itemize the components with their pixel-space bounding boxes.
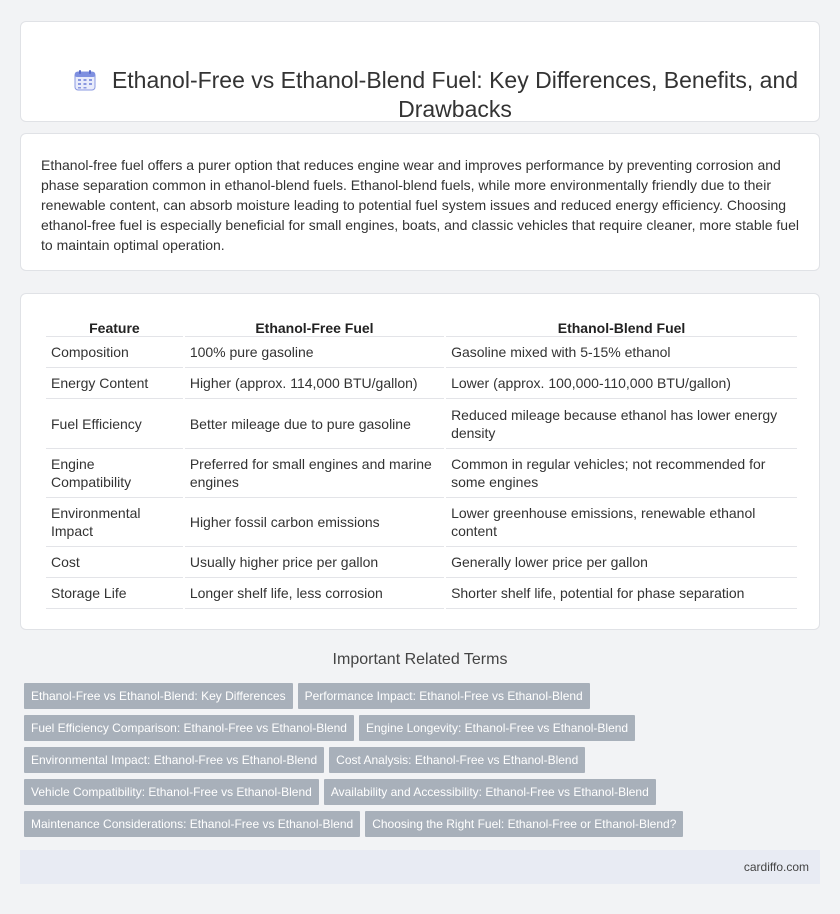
related-tag[interactable]: Ethanol-Free vs Ethanol-Blend: Key Differences bbox=[24, 683, 293, 709]
table-header-row bbox=[46, 316, 797, 337]
table-cell: Shorter shelf life, potential for phase separation bbox=[446, 578, 797, 609]
table-cell: Fuel Efficiency bbox=[46, 399, 183, 449]
table-cell: Longer shelf life, less corrosion bbox=[185, 578, 444, 609]
table-cell: Higher (approx. 114,000 BTU/gallon) bbox=[185, 368, 444, 399]
tag-row bbox=[24, 683, 595, 709]
intro-paragraph: Ethanol-free fuel offers a purer option that reduces engine wear and improves performance by preventing corrosion and phase separation common in ethanol-blend fuels. Ethanol-blend fuels, while more environmentally friendly due to their renewable content, can absorb moisture leading to potential fuel system issues and reduced energy efficiency. Choosing ethanol-free fuel is especially beneficial for small engines, boats, and classic vehicles that require cleaner, more stable fuel to maintain optimal operation. bbox=[41, 157, 799, 253]
related-tag[interactable]: Maintenance Considerations: Ethanol-Free vs Ethanol-Blend bbox=[24, 811, 360, 837]
table-cell: Environmental Impact bbox=[46, 498, 183, 547]
comparison-table-card bbox=[20, 293, 820, 630]
page-title: Ethanol-Free vs Ethanol-Blend Fuel: Key Differences, Benefits, and Drawbacks bbox=[111, 67, 799, 122]
related-tag[interactable]: Cost Analysis: Ethanol-Free vs Ethanol-Blend bbox=[329, 747, 585, 773]
table-cell: Composition bbox=[46, 337, 183, 368]
comparison-table bbox=[44, 316, 799, 609]
table-row bbox=[46, 368, 797, 399]
table-cell: Storage Life bbox=[46, 578, 183, 609]
header-ethanol-free: Ethanol-Free Fuel bbox=[185, 316, 444, 337]
table-cell: Preferred for small engines and marine engines bbox=[185, 449, 444, 498]
table-cell: Common in regular vehicles; not recommended for some engines bbox=[446, 449, 797, 498]
tag-row bbox=[24, 747, 590, 773]
table-cell: Higher fossil carbon emissions bbox=[185, 498, 444, 547]
footer-site-link[interactable]: cardiffo.com bbox=[743, 860, 809, 874]
table-cell: 100% pure gasoline bbox=[185, 337, 444, 368]
table-cell: Better mileage due to pure gasoline bbox=[185, 399, 444, 449]
related-tag[interactable]: Availability and Accessibility: Ethanol-Free vs Ethanol-Blend bbox=[324, 779, 656, 805]
table-row bbox=[46, 399, 797, 449]
table-row bbox=[46, 578, 797, 609]
table-cell: Cost bbox=[46, 547, 183, 578]
related-terms-title: Important Related Terms bbox=[332, 651, 508, 668]
table-row bbox=[46, 337, 797, 368]
related-tag[interactable]: Performance Impact: Ethanol-Free vs Ethanol-Blend bbox=[298, 683, 590, 709]
tag-row bbox=[24, 779, 661, 805]
table-cell: Energy Content bbox=[46, 368, 183, 399]
table-row bbox=[46, 498, 797, 547]
footer bbox=[20, 850, 820, 884]
intro-card bbox=[20, 133, 820, 271]
title-card bbox=[20, 21, 820, 122]
tag-row bbox=[24, 715, 640, 741]
table-cell: Lower greenhouse emissions, renewable ethanol content bbox=[446, 498, 797, 547]
tag-row bbox=[24, 811, 688, 837]
table-row bbox=[46, 449, 797, 498]
table-cell: Generally lower price per gallon bbox=[446, 547, 797, 578]
related-tag[interactable]: Environmental Impact: Ethanol-Free vs Ethanol-Blend bbox=[24, 747, 324, 773]
related-tag[interactable]: Engine Longevity: Ethanol-Free vs Ethanol-Blend bbox=[359, 715, 635, 741]
related-tag[interactable]: Fuel Efficiency Comparison: Ethanol-Free vs Ethanol-Blend bbox=[24, 715, 354, 741]
header-ethanol-blend: Ethanol-Blend Fuel bbox=[446, 316, 797, 337]
table-row bbox=[46, 547, 797, 578]
related-tag[interactable]: Vehicle Compatibility: Ethanol-Free vs Ethanol-Blend bbox=[24, 779, 319, 805]
header-feature: Feature bbox=[46, 316, 183, 337]
table-cell: Engine Compatibility bbox=[46, 449, 183, 498]
calendar-icon bbox=[74, 69, 96, 91]
table-cell: Reduced mileage because ethanol has lower energy density bbox=[446, 399, 797, 449]
table-cell: Gasoline mixed with 5-15% ethanol bbox=[446, 337, 797, 368]
table-cell: Usually higher price per gallon bbox=[185, 547, 444, 578]
table-cell: Lower (approx. 100,000-110,000 BTU/gallon) bbox=[446, 368, 797, 399]
related-tag[interactable]: Choosing the Right Fuel: Ethanol-Free or Ethanol-Blend? bbox=[365, 811, 683, 837]
